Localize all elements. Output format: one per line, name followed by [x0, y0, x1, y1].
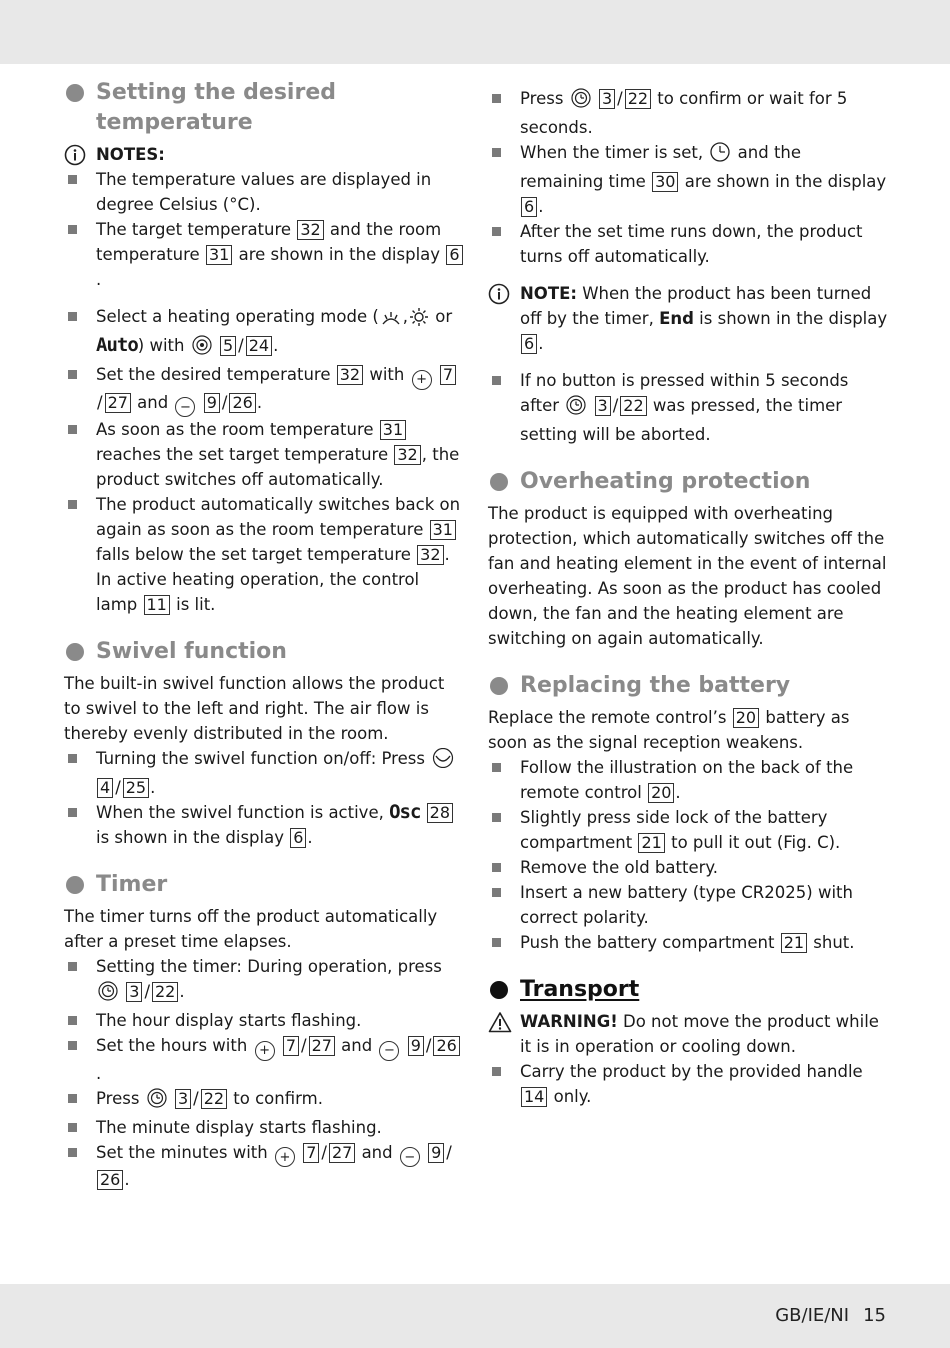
osc-display-symbol: Osc — [389, 801, 421, 823]
ref-box: 22 — [152, 982, 178, 1002]
ref-box: 7 — [440, 365, 456, 385]
list-item: The product automatically switches back on again as soon as the room temperature 31 falls below the set target temperature 32 . In active heating operation, the control lamp 11 is lit. — [64, 492, 464, 617]
notes-label: NOTES: — [96, 145, 165, 164]
timer-button-icon — [98, 981, 118, 1008]
list-item: When the swivel function is active, Osc 28 is shown in the display 6 . — [64, 800, 464, 850]
minus-button-icon: − — [175, 397, 195, 417]
minus-button-icon: − — [400, 1147, 420, 1167]
swivel-intro: The built-in swivel function allows the product to swivel to the left and right. The air flow is thereby evenly distributed in the room. — [64, 674, 445, 743]
ref-box: 27 — [105, 393, 131, 413]
bullet-dot-icon — [66, 84, 84, 102]
ref-box: 27 — [309, 1036, 335, 1056]
list-item: Carry the product by the provided handle 14 only. — [488, 1059, 888, 1109]
list-item: After the set time runs down, the product turns off automatically. — [488, 219, 888, 269]
clock-icon — [710, 142, 730, 169]
ref-box: 6 — [290, 828, 306, 848]
ref-box: 7 — [283, 1036, 299, 1056]
ref-box: 27 — [329, 1143, 355, 1163]
plus-button-icon: + — [412, 370, 432, 390]
list-item: The target temperature 32 and the room temperature 31 are shown in the display 6. — [64, 217, 464, 292]
ref-box: 21 — [781, 933, 807, 953]
region-code: GB/IE/NI — [775, 1305, 850, 1326]
list-item: The hour display starts flashing. — [64, 1008, 464, 1033]
list-item: Remove the old battery. — [488, 855, 888, 880]
left-column — [64, 78, 464, 1192]
list-item: Press 3 / 22 to confirm or wait for 5 seconds. — [488, 86, 888, 140]
transport-list — [488, 1059, 888, 1109]
ref-box: 20 — [733, 708, 759, 728]
page-footer — [775, 1305, 886, 1326]
ref-box: 31 — [430, 520, 456, 540]
minus-button-icon: − — [379, 1041, 399, 1061]
ref-box: 26 — [433, 1036, 459, 1056]
ref-box: 11 — [144, 595, 170, 615]
ref-box: 14 — [521, 1087, 547, 1107]
ref-box: 5 — [220, 336, 236, 356]
ref-box: 22 — [620, 396, 646, 416]
heading-setting-temperature: Setting the desired temperature — [64, 78, 464, 138]
bullet-dot-icon — [490, 473, 508, 491]
list-item: Turning the swivel function on/off: Press 4 / 25 . — [64, 746, 464, 800]
ref-box: 26 — [97, 1170, 123, 1190]
plus-button-icon: + — [255, 1041, 275, 1061]
overheating-text: The product is equipped with overheating protection, which automatically switches off the fan and heating element in the event of internal overheating. As soon as the product has cooled down, the fan and the heating element are switching on again automatically. — [488, 504, 887, 648]
list-item: If no button is pressed within 5 seconds after 3 / 22 was pressed, the timer setting will be aborted. — [488, 368, 888, 447]
list-item: Set the desired temperature 32 with + 7/ 27 and − 9 / 26 . — [64, 362, 464, 417]
ref-box: 30 — [652, 172, 678, 192]
page-number: 15 — [863, 1305, 886, 1326]
ref-box: 24 — [246, 336, 272, 356]
notes-list — [64, 167, 464, 292]
ref-box: 26 — [229, 393, 255, 413]
ref-box: 9 — [204, 393, 220, 413]
bullet-dot-icon — [490, 981, 508, 999]
heading-timer: Timer — [64, 870, 464, 900]
bullet-dot-icon — [66, 643, 84, 661]
ref-box: 6 — [521, 334, 537, 354]
notes-block — [64, 142, 464, 167]
list-item: Insert a new battery (type CR2025) with correct polarity. — [488, 880, 888, 930]
ref-box: 32 — [297, 220, 323, 240]
right-column — [488, 78, 888, 1109]
list-item: Push the battery compartment 21 shut. — [488, 930, 888, 955]
heating-mode-icon — [381, 308, 401, 333]
timer-button-icon — [566, 395, 586, 422]
bullet-dot-icon — [66, 876, 84, 894]
ref-box: 31 — [380, 420, 406, 440]
list-item: Setting the timer: During operation, press 3 / 22 . — [64, 954, 464, 1008]
ref-box: 3 — [595, 396, 611, 416]
warning-block: WARNING! Do not move the product while it is in operation or cooling down. — [488, 1009, 888, 1059]
mode-button-icon — [192, 335, 212, 362]
ref-box: 4 — [97, 778, 113, 798]
ref-box: 9 — [428, 1143, 444, 1163]
list-item: As soon as the room temperature 31 reaches the set target temperature 32 , the product switches off automatically. — [64, 417, 464, 492]
ref-box: 25 — [123, 778, 149, 798]
plus-button-icon: + — [275, 1147, 295, 1167]
note-block: NOTE: When the product has been turned off by the timer, End is shown in the display 6 . — [488, 281, 888, 356]
ref-box: 21 — [638, 833, 664, 853]
list-item: The minute display starts flashing. — [64, 1115, 464, 1140]
list-item: Follow the illustration on the back of the remote control 20 . — [488, 755, 888, 805]
ref-box: 32 — [417, 545, 443, 565]
timer-button-icon — [147, 1088, 167, 1115]
list-item: Set the hours with + 7 / 27 and − 9 / 26. — [64, 1033, 464, 1086]
ref-box: 32 — [337, 365, 363, 385]
list-item: Slightly press side lock of the battery compartment 21 to pull it out (Fig. C). — [488, 805, 888, 855]
header-band — [0, 0, 950, 64]
ref-box: 20 — [648, 783, 674, 803]
ref-box: 31 — [206, 245, 232, 265]
ref-box: 6 — [521, 197, 537, 217]
ref-box: 3 — [175, 1089, 191, 1109]
list-item: Select a heating operating mode ( , or Auto) with 5 / 24 . — [64, 304, 464, 362]
ref-box: 6 — [446, 245, 462, 265]
list-item: Set the minutes with + 7 / 27 and − 9 /26 . — [64, 1140, 464, 1193]
heading-overheating: Overheating protection — [488, 467, 888, 497]
abort-list — [488, 368, 888, 447]
bullet-dot-icon — [490, 677, 508, 695]
swivel-button-icon — [432, 748, 454, 775]
info-icon — [488, 283, 510, 312]
list-item: The temperature values are displayed in degree Celsius (°C). — [64, 167, 464, 217]
ref-box: 32 — [394, 445, 420, 465]
timer-intro: The timer turns off the product automatically after a preset time elapses. — [64, 907, 438, 951]
ref-box: 22 — [625, 89, 651, 109]
ref-box: 7 — [303, 1143, 319, 1163]
swivel-list — [64, 746, 464, 850]
steps-list — [64, 304, 464, 617]
heading-transport: Transport — [488, 975, 888, 1005]
ref-box: 3 — [126, 982, 142, 1002]
timer-button-icon — [571, 88, 591, 115]
timer-list — [64, 954, 464, 1192]
ref-box: 22 — [201, 1089, 227, 1109]
list-item: When the timer is set, and the remaining time 30 are shown in the display 6 . — [488, 140, 888, 219]
heading-battery: Replacing the battery — [488, 671, 888, 701]
heading-swivel: Swivel function — [64, 637, 464, 667]
sun-icon — [410, 308, 428, 333]
list-item: Press 3 / 22 to confirm. — [64, 1086, 464, 1115]
ref-box: 3 — [599, 89, 615, 109]
ref-box: 9 — [408, 1036, 424, 1056]
auto-display-symbol: Auto — [96, 334, 138, 356]
ref-box: 28 — [427, 803, 453, 823]
battery-intro: Replace the remote control’s 20 battery as soon as the signal reception weakens. — [488, 708, 850, 752]
timer-continued-list — [488, 86, 888, 269]
battery-list — [488, 755, 888, 955]
warning-icon — [488, 1011, 512, 1040]
